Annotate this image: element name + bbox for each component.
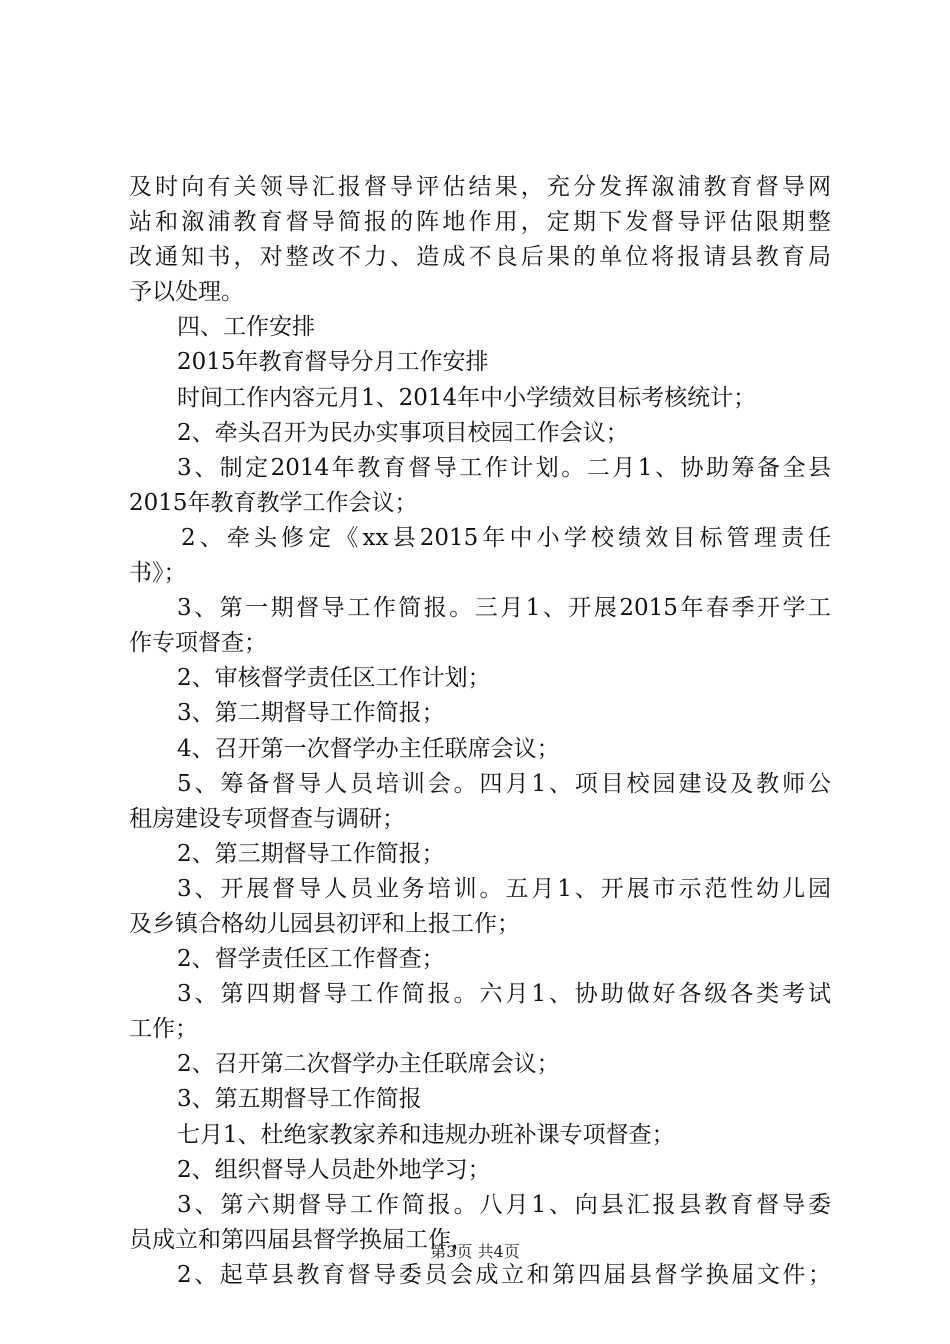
paragraph-line: 3、第五期督导工作简报 — [177, 1086, 422, 1113]
paragraph-line: 3、第四期督导工作简报。六月1、协助做好各级各类考试 — [177, 981, 831, 1008]
paragraph-line: 5、筹备督导人员培训会。四月1、项目校园建设及教师公 — [177, 770, 831, 797]
paragraph-line: 2、督学责任区工作督查； — [177, 946, 445, 973]
paragraph-line: 及乡镇合格幼儿园县初评和上报工作； — [129, 910, 520, 937]
paragraph-line: 员成立和第四届县督学换届工作， — [129, 1226, 474, 1253]
paragraph-line: 站和溆浦教育督导简报的阵地作用，定期下发督导评估限期整 — [129, 209, 831, 236]
paragraph-line: 3、开展督导人员业务培训。五月1、开展市示范性幼儿园 — [177, 875, 831, 902]
paragraph-line: 时间工作内容元月1、2014年中小学绩效目标考核统计； — [177, 384, 757, 411]
paragraph-line: 2015年教育教学工作会议； — [129, 489, 418, 516]
document-body — [129, 170, 831, 1293]
paragraph-line: 租房建设专项督查与调研； — [129, 805, 405, 832]
paragraph-line: 2、第三期督导工作简报； — [177, 840, 445, 867]
paragraph-line: 3、第六期督导工作简报。八月1、向县汇报县教育督导委 — [177, 1191, 831, 1218]
paragraph-line: 2、牵头召开为民办实事项目校园工作会议； — [177, 419, 629, 446]
paragraph-line: 予以处理。 — [129, 279, 244, 306]
paragraph-line: 4、召开第一次督学办主任联席会议； — [177, 735, 560, 762]
paragraph-line: 工作； — [129, 1016, 198, 1043]
paragraph-line: 2、审核督学责任区工作计划； — [177, 665, 491, 692]
paragraph-line: 书》； — [129, 560, 187, 587]
paragraph-line: 2、组织督导人员赴外地学习； — [177, 1156, 491, 1183]
page-footer: 第3页 共4页 — [430, 1242, 520, 1261]
schedule-title: 2015年教育督导分月工作安排 — [177, 349, 489, 376]
paragraph-line: 2、牵头修定《xx县2015年中小学校绩效目标管理责任 — [181, 524, 831, 551]
paragraph-line: 改通知书，对整改不力、造成不良后果的单位将报请县教育局 — [129, 244, 831, 271]
paragraph-line: 3、制定2014年教育督导工作计划。二月1、协助筹备全县 — [177, 454, 831, 481]
paragraph-line: 七月1、杜绝家教家养和违规办班补课专项督查； — [177, 1121, 675, 1148]
section-heading: 四、工作安排 — [177, 314, 315, 341]
paragraph-line: 3、第二期督导工作简报； — [177, 700, 445, 727]
paragraph-line: 3、第一期督导工作简报。三月1、开展2015年春季开学工 — [177, 595, 831, 622]
paragraph-line: 及时向有关领导汇报督导评估结果，充分发挥溆浦教育督导网 — [129, 174, 831, 200]
paragraph-line: 作专项督查； — [129, 630, 267, 657]
paragraph-line: 2、召开第二次督学办主任联席会议； — [177, 1051, 560, 1078]
paragraph-line: 2、起草县教育督导委员会成立和第四届县督学换届文件； — [177, 1261, 831, 1288]
